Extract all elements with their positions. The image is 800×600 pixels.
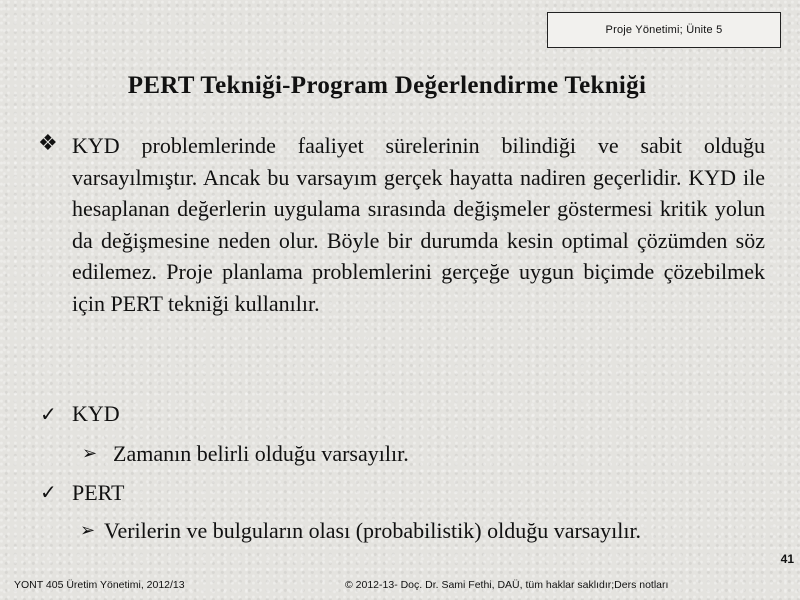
slide-title: PERT Tekniği-Program Değerlendirme Tekniği	[127, 72, 647, 99]
bullet-pert-sub: Verilerin ve bulguların olası (probabilistik) olduğu varsayılır.	[104, 518, 642, 543]
course-header-box	[547, 12, 781, 48]
bullet-kyd-sub: Zamanın belirli olduğu varsayılır.	[113, 441, 409, 466]
diamond-bullet-icon: ❖	[38, 131, 58, 156]
slide-paragraph: KYD problemlerinde faaliyet sürelerinin bilindiği ve sabit olduğu varsayılmıştır. Ancak bu varsayım gerçek hayatta nadiren geçerlidir. KYD ile hesaplanan değerlerin uygulama sırasında değişmeler göstermesi kritik yolun da değişmesine neden olur. Böyle bir durumda kesin optimal çözümden söz edilemez. Proje planlama problemlerini gerçeğe uygun biçimde çözebilmek için PERT tekniği kullanılır.	[72, 133, 765, 316]
footer-copyright: © 2012-13- Doç. Dr. Sami Fethi, DAÜ, tüm haklar saklıdır;Ders notları	[345, 579, 669, 591]
course-label: Proje Yönetimi; Ünite 5	[605, 24, 723, 36]
arrow-bullet-icon: ➢	[82, 443, 98, 464]
arrow-bullet-icon: ➢	[80, 520, 96, 541]
bullet-kyd-label: KYD	[72, 401, 120, 426]
footer-course: YONT 405 Üretim Yönetimi, 2012/13	[14, 579, 185, 591]
checkmark-icon: ✓	[40, 402, 57, 426]
checkmark-icon: ✓	[40, 480, 57, 504]
bullet-pert-label: PERT	[72, 480, 125, 505]
page-number: 41	[780, 552, 794, 566]
